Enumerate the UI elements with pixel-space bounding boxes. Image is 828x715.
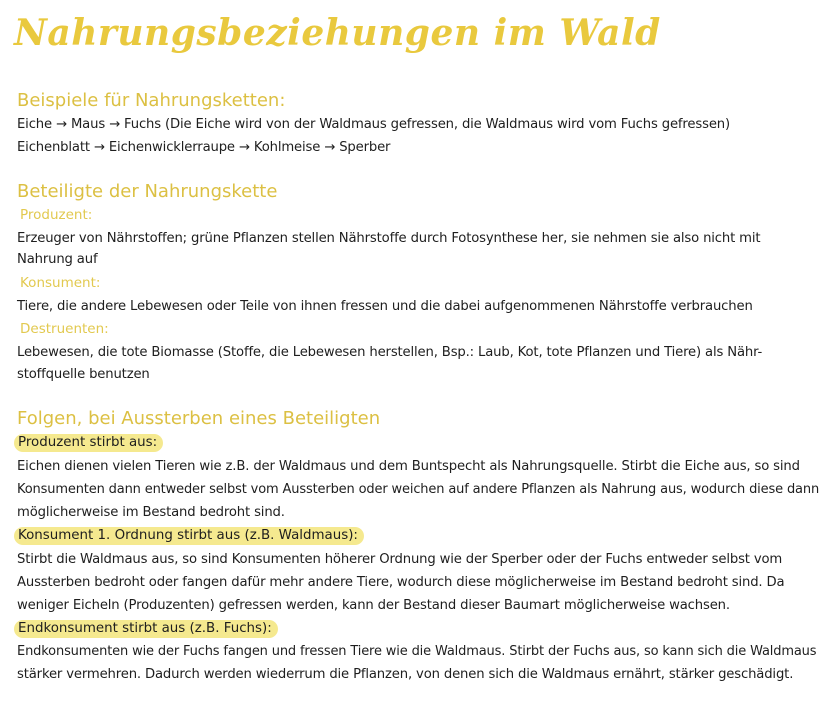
- highlight-producer-extinct: Produzent stirbt aus:: [14, 434, 163, 452]
- text-line: weniger Eicheln (Produzenten) gefressen werden, kann der Bestand dieser Baumart möglicherweise wachsen.: [17, 598, 730, 613]
- section-heading-consequences: Folgen, bei Aussterben eines Beteiligten: [17, 408, 381, 429]
- page-title: Nahrungsbeziehungen im Wald: [14, 12, 661, 54]
- text-line: stoffquelle benutzen: [17, 367, 150, 382]
- text-line: Endkonsumenten wie der Fuchs fangen und fressen Tiere wie die Waldmaus. Stirbt der Fuchs aus, so kann sich die Waldmaus: [17, 644, 817, 659]
- text-line: Eichen dienen vielen Tieren wie z.B. der Waldmaus und dem Buntspecht als Nahrungsquelle. Stirbt die Eiche aus, so sind: [17, 459, 800, 474]
- text-line: möglicherweise im Bestand bedroht sind.: [17, 505, 285, 520]
- highlight-consumer-extinct: Konsument 1. Ordnung stirbt aus (z.B. Waldmaus):: [14, 527, 364, 545]
- subheading-consumer: Konsument:: [20, 275, 101, 291]
- text-line: Konsumenten dann entweder selbst vom Aussterben oder weichen auf andere Pflanzen als Nahrung aus, wodurch diese dann: [17, 482, 820, 497]
- text-line: Stirbt die Waldmaus aus, so sind Konsumenten höherer Ordnung wie der Sperber oder der Fuchs entweder selbst vom: [17, 552, 783, 567]
- section-heading-examples: Beispiele für Nahrungsketten:: [17, 90, 286, 111]
- text-line: Lebewesen, die tote Biomasse (Stoffe, die Lebewesen herstellen, Bsp.: Laub, Kot, tote Pflanzen und Tiere) als Nähr-: [17, 345, 763, 360]
- subheading-destruent: Destruenten:: [20, 321, 109, 337]
- text-line: Aussterben bedroht oder fangen dafür mehr andere Tiere, wodurch diese möglicherweise im Bestand bedroht sind. Da: [17, 575, 785, 590]
- text-line: Eiche → Maus → Fuchs (Die Eiche wird von der Waldmaus gefressen, die Waldmaus wird vom Fuchs gefressen): [17, 117, 730, 132]
- text-line: Nahrung auf: [17, 252, 98, 267]
- text-line: stärker vermehren. Dadurch werden wiederrum die Pflanzen, von denen sich die Waldmaus ernährt, stärker geschädigt.: [17, 667, 794, 682]
- highlight-endconsumer-extinct: Endkonsument stirbt aus (z.B. Fuchs):: [14, 620, 278, 638]
- text-line: Tiere, die andere Lebewesen oder Teile von ihnen fressen und die dabei aufgenommenen Nährstoffe verbrauchen: [17, 299, 753, 314]
- section-heading-participants: Beteiligte der Nahrungskette: [17, 181, 278, 202]
- text-line: Erzeuger von Nährstoffen; grüne Pflanzen stellen Nährstoffe durch Fotosynthese her, sie nehmen sie also nicht mit: [17, 231, 761, 246]
- subheading-producer: Produzent:: [20, 207, 93, 223]
- text-line: Eichenblatt → Eichenwicklerraupe → Kohlmeise → Sperber: [17, 140, 391, 155]
